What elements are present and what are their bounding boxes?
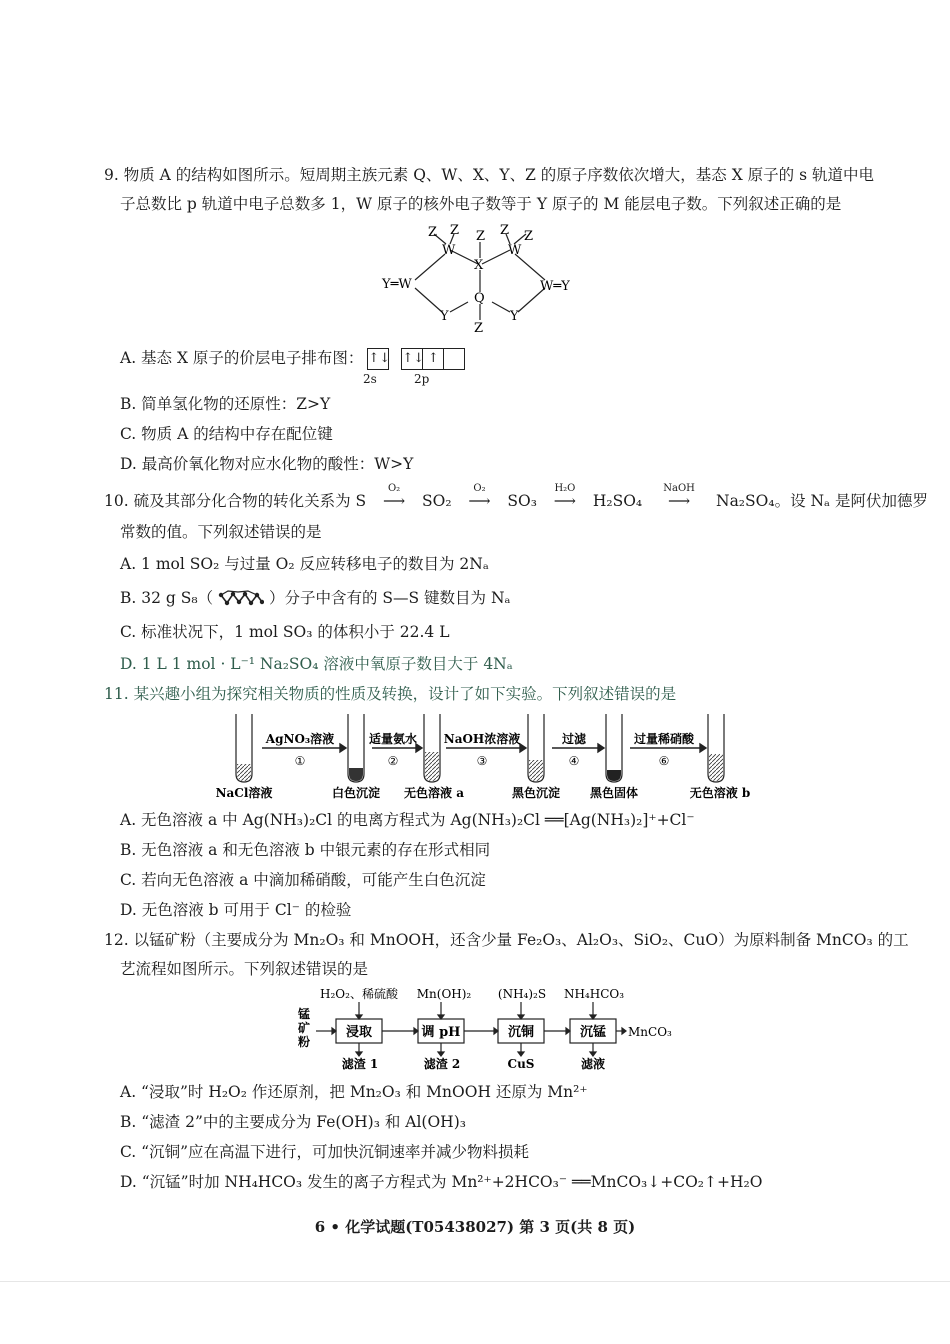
step-reagent: 过滤 [561,732,587,746]
step-number: ③ [476,754,488,768]
reaction-arrow: H₂O ⟶ [542,491,588,511]
bottom-divider [0,1281,950,1282]
atom-q: Q [474,291,485,306]
step-number: ② [387,754,399,768]
orbital-box: ↑↓ [401,348,423,370]
output-label: CuS [507,1057,535,1071]
process-step: 沉锰 [579,1025,607,1040]
q10-option-c: C. 标准状况下，1 mol SO₃ 的体积小于 22.4 L [120,623,450,641]
arrow-reagent: H₂O [554,483,576,494]
q9-stem-line1: 9. 物质 A 的结构如图所示。短周期主族元素 Q、W、X、Y、Z 的原子序数依次增大，基态 X 原子的 s 轨道中电 [104,166,874,184]
atom-z: Z [500,223,510,238]
reagent-label: H₂O₂、稀硫酸 [320,987,398,1001]
q12-option-c: C. “沉铜”应在高温下进行，可加快沉铜速率并减少物料损耗 [120,1143,530,1161]
q11-option-d: D. 无色溶液 b 可用于 Cl⁻ 的检验 [120,901,352,919]
s8-ring-icon [218,589,264,609]
q11-experiment-diagram [212,710,772,802]
reaction-arrow: O₂ ⟶ [371,491,417,511]
q10-stem-suffix: 。设 Nₐ 是阿伏加德罗 [774,492,928,510]
q10-option-b-pre: B. 32 g S₈（ [120,589,214,607]
q12-option-d: D. “沉锰”时加 NH₄HCO₃ 发生的离子方程式为 Mn²⁺+2HCO₃⁻ ══MnCO₃↓+CO₂↑+H₂O [120,1173,763,1191]
atom-y: Y [440,309,449,324]
atom-w: W [508,243,522,258]
reagent-label: NH₄HCO₃ [563,987,625,1001]
tube-label: 无色溶液 b [689,786,751,800]
step-reagent: AgNO₃溶液 [265,732,335,746]
atom-z: Z [474,321,484,336]
atom-x: X [474,258,484,273]
q9-option-a-text: A. 基态 X 原子的价层电子排布图： [120,349,364,367]
step-reagent: 过量稀硝酸 [633,732,695,746]
orbital-box: ↑ [422,348,444,370]
output-label: 滤液 [580,1057,606,1071]
reagent-label: Mn(OH)₂ [416,987,472,1001]
orbital-label-2s: 2s [363,372,377,386]
output-label: 滤渣 1 [341,1057,379,1071]
tube-label: 黑色固体 [589,786,639,800]
reaction-arrow: O₂ ⟶ [456,491,502,511]
q11-option-c: C. 若向无色溶液 a 中滴加稀硝酸，可能产生白色沉淀 [120,871,486,889]
step-reagent: 适量氨水 [368,732,418,746]
q9-option-d: D. 最高价氧化物对应水化物的酸性：W>Y [120,455,414,473]
q12-option-b: B. “滤渣 2”中的主要成分为 Fe(OH)₃ 和 Al(OH)₃ [120,1113,466,1131]
process-step: 浸取 [345,1025,373,1040]
q12-option-a: A. “浸取”时 H₂O₂ 作还原剂，把 Mn₂O₃ 和 MnOOH 还原为 Mn²⁺ [120,1083,588,1101]
reaction-arrow: NaOH ⟶ [647,491,711,511]
q10-option-b-post: ）分子中含有的 S—S 键数目为 Nₐ [268,589,511,607]
feed-label: 锰矿粉 [298,1007,311,1049]
step-number: ④ [568,754,580,768]
reagent-label: (NH₄)₂S [497,987,547,1001]
q10-stem-line2: 常数的值。下列叙述错误的是 [120,523,322,541]
q11-stem: 11. 某兴趣小组为探究相关物质的性质及转换，设计了如下实验。下列叙述错误的是 [104,685,677,703]
orbital-2p [402,348,465,370]
tube-label: NaCl溶液 [215,786,273,800]
species-so3: SO₃ [507,492,537,510]
output-label: 滤渣 2 [423,1057,461,1071]
orbital-box: ↑↓ [367,348,389,370]
q12-stem-line2: 艺流程如图所示。下列叙述错误的是 [120,960,369,978]
q9-option-b: B. 简单氢化物的还原性：Z>Y [120,395,331,413]
process-step: 调 pH [421,1025,461,1040]
species-na2so4: Na₂SO₄ [716,492,775,510]
atom-y-eq-w: Y═W [382,277,412,292]
q10-stem-prefix: 10. 硫及其部分化合物的转化关系为 S [104,492,367,510]
atom-w: W [442,243,456,258]
process-step: 沉铜 [507,1025,535,1040]
arrow-reagent: NaOH [663,483,695,494]
orbital-2s [368,348,389,370]
atom-z: Z [476,229,486,244]
step-reagent: NaOH浓溶液 [443,732,521,746]
q9-option-c: C. 物质 A 的结构中存在配位键 [120,425,333,443]
q11-option-a: A. 无色溶液 a 中 Ag(NH₃)₂Cl 的电离方程式为 Ag(NH₃)₂Cl ══[Ag(NH₃)₂]⁺+Cl⁻ [120,811,695,829]
tube-label: 无色溶液 a [404,786,464,800]
q10-option-d: D. 1 L 1 mol · L⁻¹ Na₂SO₄ 溶液中氧原子数目大于 4Nₐ [120,655,513,673]
tube-label: 白色沉淀 [331,786,381,800]
page-footer: 6 • 化学试题(T05438027) 第 3 页(共 8 页) [314,1218,636,1236]
q9-stem-line2: 子总数比 p 轨道中电子总数多 1，W 原子的核外电子数等于 Y 原子的 M 能层电子数。下列叙述正确的是 [120,195,842,213]
species-so2: SO₂ [422,492,452,510]
species-h2so4: H₂SO₄ [592,492,643,510]
orbital-label-2p: 2p [414,372,430,386]
atom-z: Z [450,223,460,238]
atom-y: Y [510,309,519,324]
q10-stem-line1 [104,483,928,511]
arrow-reagent: O₂ [387,483,401,494]
atom-z: Z [524,229,534,244]
q11-option-b: B. 无色溶液 a 和无色溶液 b 中银元素的存在形式相同 [120,841,491,859]
q12-process-flow [294,986,684,1078]
q9-structure-diagram [370,222,590,340]
arrow-reagent: O₂ [473,483,486,494]
step-number: ① [294,754,306,768]
product-label: MnCO₃ [628,1025,672,1039]
q10-option-a: A. 1 mol SO₂ 与过量 O₂ 反应转移电子的数目为 2Nₐ [120,555,489,573]
q12-stem-line1: 12. 以锰矿粉（主要成分为 Mn₂O₃ 和 MnOOH，还含少量 Fe₂O₃、Al₂O₃、SiO₂、CuO）为原料制备 MnCO₃ 的工 [104,931,909,949]
orbital-box [443,348,465,370]
step-number: ⑥ [658,754,670,768]
q9-option-a [120,348,473,370]
q10-option-b [120,588,511,609]
atom-z: Z [428,225,438,240]
atom-w-eq-y: W═Y [540,279,570,294]
tube-label: 黑色沉淀 [511,786,561,800]
